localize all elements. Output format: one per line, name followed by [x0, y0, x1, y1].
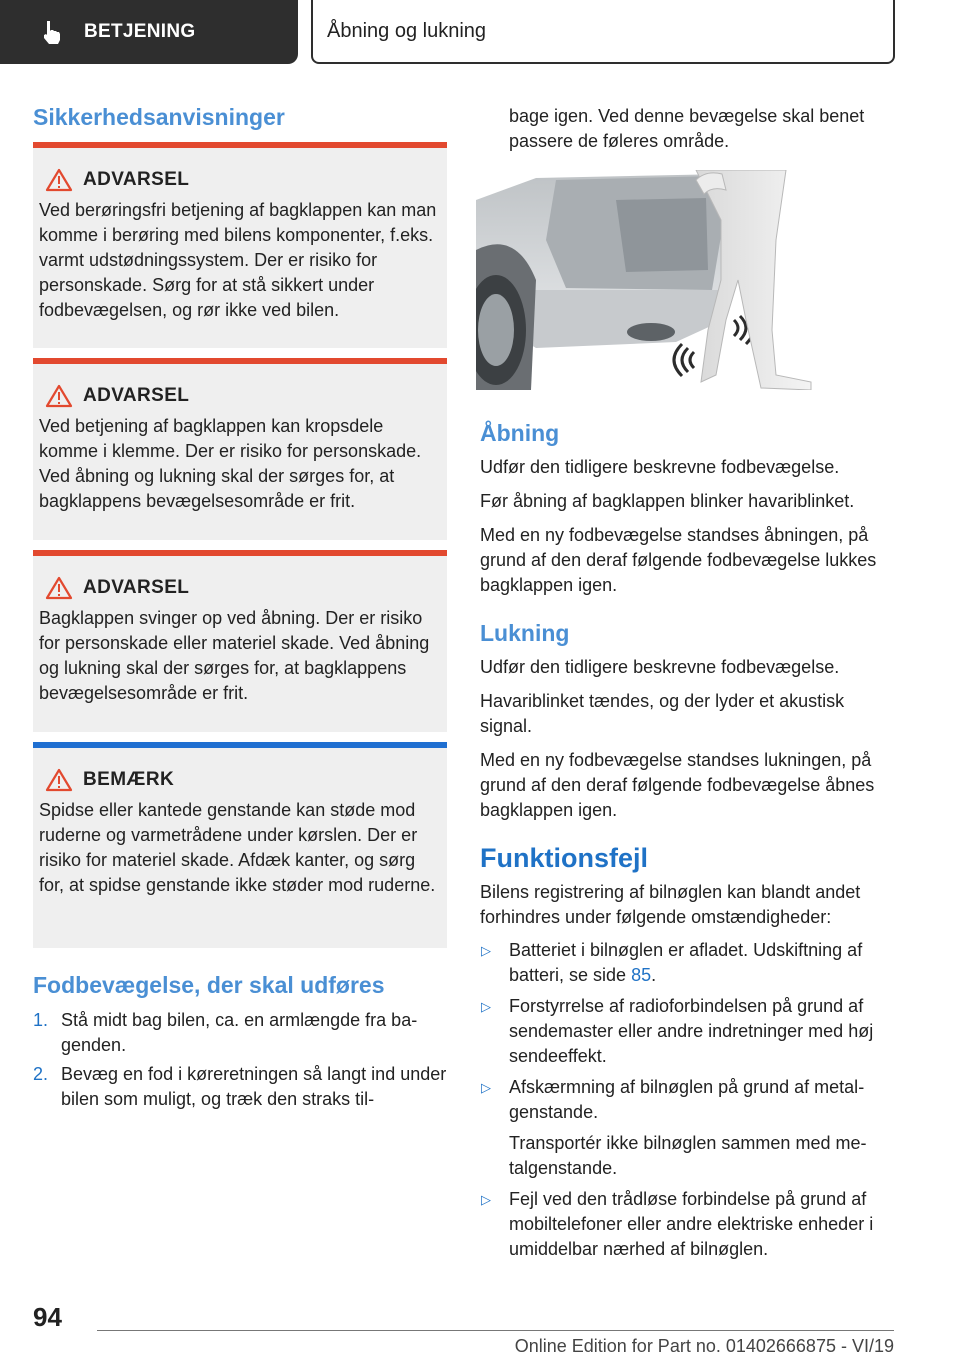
warning-triangle-icon: [45, 768, 73, 792]
triangle-bullet-icon: ▷: [481, 999, 491, 1014]
opening-text: [480, 455, 896, 598]
chapter-title: Åbning og lukning: [327, 19, 487, 42]
warning-triangle-icon: [45, 384, 73, 408]
note-bar: [33, 742, 447, 748]
section-label: BETJENING: [84, 21, 196, 42]
bullet-text-main: Batteriet i bilnøglen er afladet. Udskiftning af batteri, se side: [509, 940, 863, 985]
fault-heading: Funktionsfejl: [480, 843, 648, 873]
notice-title: ADVARSEL: [83, 577, 190, 598]
notice-title: ADVARSEL: [83, 169, 190, 190]
notice-text: Spidse eller kantede genstande kan støde mod ruderne og varmetrådene under kørslen. Der er risiko for materiel skade. Afdæk kanter, og sørg for, at spidse genstande ikke støder mod ruderne.: [39, 800, 436, 895]
fault-intro: Bilens registrering af bilnøglen kan blandt andet forhindres under følgende omstændigheder:: [480, 882, 861, 927]
step-number: 2.: [33, 1064, 49, 1084]
list-item: [33, 1062, 447, 1112]
list-item: [480, 994, 896, 1069]
bullet-subtext: Transportér ikke bilnøglen sammen med metalgenstande.: [509, 1133, 867, 1178]
notice-title: ADVARSEL: [83, 385, 190, 406]
bullet-text: Afskærmning af bilnøglen på grund af metalgenstande.: [509, 1077, 865, 1122]
paragraph: Med en ny fodbevægelse standses åbningen, på grund af den deraf følgende fodbevægelse lukkes bagklappen igen.: [480, 525, 877, 595]
footer-divider: [97, 1330, 894, 1331]
step-text: Bevæg en fod i køreretningen så langt ind under bilen som muligt, og træk den straks til-: [61, 1064, 447, 1109]
warning-box-3: [33, 550, 447, 732]
bullet-text: Forstyrrelse af radioforbindelsen på grund af sendemaster eller andre indretninger med høj sendeeffekt.: [509, 996, 874, 1066]
closing-text: [480, 655, 896, 823]
page-link[interactable]: 85: [631, 965, 652, 985]
paragraph: Udfør den tidligere beskrevne fodbevægelse.: [480, 657, 840, 677]
triangle-bullet-icon: ▷: [481, 1192, 491, 1207]
step-text: Stå midt bag bilen, ca. en armlængde fra bagenden.: [61, 1010, 418, 1055]
tailgate-foot-illustration: [476, 170, 812, 390]
warning-box-1: [33, 142, 447, 348]
notice-text: Ved betjening af bagklappen kan kropsdele komme i klemme. Der er risiko for personskade. Ved åbning og lukning skal der sørges for, at bagklappens bevægelsesområde er frit.: [39, 416, 422, 511]
notice-text: Bagklappen svinger op ved åbning. Der er risiko for personskade eller materiel skade. Ved åbning og lukning skal der sørges for, at bagklappens bevægelsesområde er frit.: [39, 608, 430, 703]
warning-bar: [33, 358, 447, 364]
steps-list: [33, 1008, 447, 1112]
note-box: [33, 742, 447, 948]
bullet-text-end: .: [651, 965, 657, 985]
warning-triangle-icon: [45, 168, 73, 192]
paragraph: Udfør den tidligere beskrevne fodbevægelse.: [480, 457, 840, 477]
step-number: 1.: [33, 1010, 49, 1030]
chapter-box: [311, 0, 895, 64]
paragraph: Med en ny fodbevægelse standses lukningen, på grund af den deraf følgende fodbevægelse åbnes bagklappen igen.: [480, 750, 875, 820]
notice-title: BEMÆRK: [83, 769, 175, 790]
fault-list: [480, 938, 896, 1268]
triangle-bullet-icon: ▷: [481, 943, 491, 958]
safety-heading: Sikkerhedsanvisninger: [33, 104, 285, 130]
continued-text: bage igen. Ved denne bevægelse skal benet passere de føleres område.: [509, 106, 865, 151]
bullet-text: [509, 938, 896, 988]
hand-pointer-icon: [40, 19, 66, 45]
page-number: 94: [33, 1302, 62, 1332]
list-item: [480, 1187, 896, 1262]
list-item: [33, 1008, 447, 1058]
opening-heading: Åbning: [480, 420, 560, 446]
warning-bar: [33, 142, 447, 148]
list-item: [480, 938, 896, 988]
paragraph: Før åbning af bagklappen blinker havariblinket.: [480, 491, 855, 511]
paragraph: Havariblinket tændes, og der lyder et akustisk signal.: [480, 691, 845, 736]
notice-text: Ved berøringsfri betjening af bagklappen kan man komme i berøring med bilens komponenter, f.eks. varmt udstødningssystem. Der er risiko for personskade. Sørg for at stå sikkert under fodbevægelsen, og rør ikke ved bilen.: [39, 200, 437, 320]
section-tab: [0, 0, 298, 64]
edition-footer: Online Edition for Part no. 01402666875 - VI/19: [514, 1336, 894, 1356]
closing-heading: Lukning: [480, 620, 570, 646]
foot-movement-heading: Fodbevægelse, der skal udføres: [33, 972, 385, 998]
list-item: [480, 1075, 896, 1181]
warning-box-2: [33, 358, 447, 540]
bullet-text: Fejl ved den trådløse forbindelse på grund af mobiltelefoner eller andre elektriske enheder i umiddelbar nærhed af bilnøglen.: [509, 1189, 874, 1259]
warning-triangle-icon: [45, 576, 73, 600]
warning-bar: [33, 550, 447, 556]
triangle-bullet-icon: ▷: [481, 1080, 491, 1095]
